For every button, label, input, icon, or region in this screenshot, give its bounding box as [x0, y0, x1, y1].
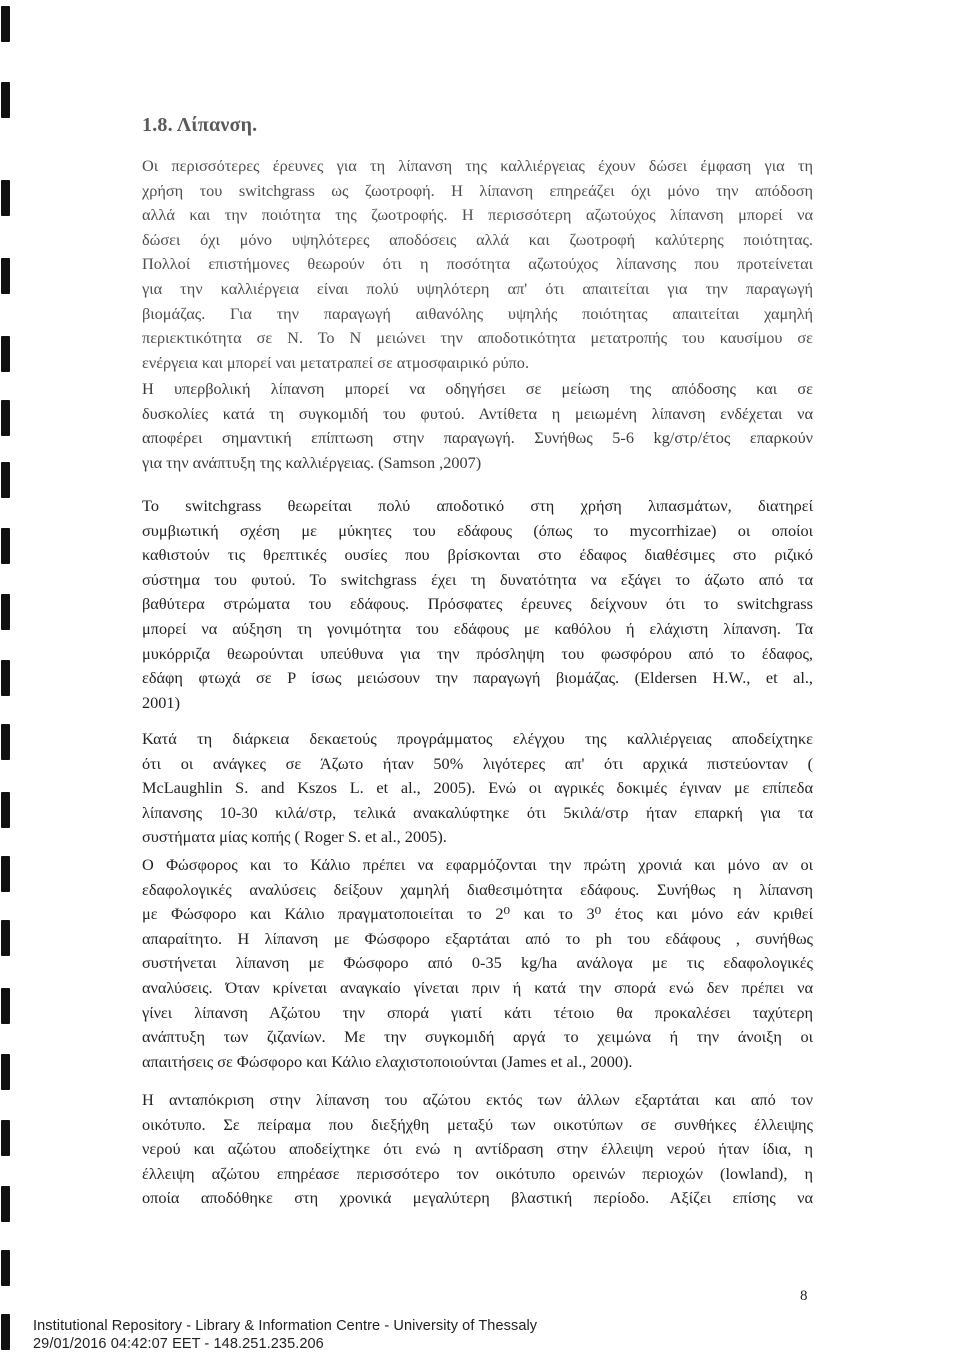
text-line: γίνει λίπανση Αζώτου την σπορά γιατί κάτι τέτοιο θα προκαλέσει ταχύτερη: [142, 1002, 813, 1022]
binding-mark: [1, 336, 10, 372]
text-line: μπορεί να αύξηση τη γονιμότητα του εδάφους με καθόλου ή ελάχιστη λίπανση. Τα: [142, 618, 813, 638]
text-line: περιεκτικότητα σε Ν. Το Ν μειώνει την αποδοτικότητα μετατροπής του καυσίμου σε: [142, 328, 813, 348]
page-number: 8: [800, 1288, 808, 1304]
binding-mark: [1, 856, 10, 892]
paragraph-5: [142, 853, 813, 1074]
text-line: χρήση του switchgrass ως ζωοτροφή. Η λίπανση επηρεάζει όχι μόνο την απόδοση: [142, 180, 813, 200]
download-timestamp-footer: 29/01/2016 04:42:07 EET - 148.251.235.206: [33, 1336, 324, 1352]
text-line: απαραίτητο. Η λίπανση με Φώσφορο εξαρτάται από το ph του εδάφους , συνήθως: [142, 928, 813, 948]
binding-mark: [1, 594, 10, 630]
paragraph-6: [142, 1088, 813, 1211]
binding-mark: [1, 258, 10, 294]
repository-footer: Institutional Repository - Library & Information Centre - University of Thessaly: [33, 1318, 538, 1334]
text-line: Ο Φώσφορος και το Κάλιο πρέπει να εφαρμόζονται την πρώτη χρονιά και μόνο αν οι: [142, 855, 813, 874]
binding-mark: [1, 988, 10, 1024]
text-line: McLaughlin S. and Kszos L. et al., 2005). Ενώ οι αγρικές δοκιμές έγιναν με επίπεδα: [142, 778, 813, 798]
binding-mark: [1, 1054, 10, 1090]
binding-mark: [1, 1314, 10, 1350]
binding-mark: [1, 792, 10, 828]
binding-mark: [1, 1186, 10, 1222]
text-line: δυσκολίες κατά τη συγκομιδή του φυτού. Αντίθετα η μειωμένη λίπανση ενδέχεται να: [142, 403, 813, 423]
binding-edge-marks: [0, 0, 30, 1363]
binding-mark: [1, 180, 10, 216]
text-line: οικότυπο. Σε πείραμα που διεξήχθη μεταξύ των οικοτύπων σε συνθήκες έλλειψης: [142, 1114, 813, 1134]
binding-mark: [1, 724, 10, 760]
text-line: συστήματα μίας κοπής ( Roger S. et al., 2005).: [142, 827, 447, 847]
paragraph-3: [142, 494, 813, 715]
text-line: αλλά και την ποιότητα της ζωοτροφής. Η περισσότερη αζωτούχος λίπανση μπορεί να: [142, 205, 813, 225]
binding-mark: [1, 528, 10, 564]
text-line: ότι οι ανάγκες σε Άζωτο ήταν 50% λιγότερες απ' ότι αρχικά πιστεύονταν (: [142, 753, 813, 773]
binding-mark: [1, 400, 10, 436]
text-line: αποφέρει σημαντική επίπτωση στην παραγωγή. Συνήθως 5-6 kg/στρ/έτος επαρκούν: [142, 428, 813, 448]
section-heading: 1.8. Λίπανση.: [142, 114, 258, 136]
text-line: οποία αποδόθηκε στη χρονικά μεγαλύτερη βλαστική περίοδο. Αξίζει επίσης να: [142, 1188, 813, 1208]
text-line: Το switchgrass θεωρείται πολύ αποδοτικό στη χρήση λιπασμάτων, διατηρεί: [142, 496, 813, 515]
text-line: σύστημα του φυτού. Το switchgrass έχει τη δυνατότητα να εξάγει το άζωτο από τα: [142, 569, 813, 589]
text-line: έλλειψη αζώτου επηρέασε περισσότερο τον οικότυπο ορεινών περιοχών (lowland), η: [142, 1163, 813, 1183]
text-line: με Φώσφορο και Κάλιο πραγματοποιείται το 2⁰ και το 3⁰ έτος και μόνο εάν κριθεί: [142, 904, 813, 924]
binding-mark: [1, 1250, 10, 1286]
text-line: αναλύσεις. Όταν κρίνεται αναγκαίο γίνεται πριν ή κατά την σπορά ενώ δεν πρέπει να: [142, 977, 813, 997]
binding-mark: [1, 82, 10, 118]
binding-mark: [1, 1120, 10, 1156]
text-line: Η ανταπόκριση στην λίπανση του αζώτου εκτός των άλλων εξαρτάται και από τον: [142, 1090, 813, 1109]
text-line: μυκόρριζα θεωρούνται υπεύθυνα για την πρόσληψη του φωσφόρου από το έδαφος,: [142, 643, 813, 663]
text-line: λίπανσης 10-30 κιλά/στρ, τελικά ανακαλύφτηκε ότι 5κιλά/στρ ήταν επαρκή για τα: [142, 802, 813, 822]
binding-mark: [1, 920, 10, 956]
text-line: καθιστούν τις θρεπτικές ουσίες που βρίσκονται στο έδαφος διαθέσιμες στο ριζικό: [142, 545, 813, 565]
binding-mark: [1, 660, 10, 696]
text-line: Κατά τη διάρκεια δεκαετούς προγράμματος ελέγχου της καλλιέργειας αποδείχτηκε: [142, 729, 813, 748]
text-line: εδάφη φτωχά σε P ίσως μειώσουν την παραγωγή βιομάζας. (Eldersen H.W., et al.,: [142, 668, 813, 688]
text-line: Πολλοί επιστήμονες θεωρούν ότι η ποσότητα αζωτούχος λίπανσης που προτείνεται: [142, 254, 813, 274]
text-line: ενέργεια και μπορεί ναι μετατραπεί σε ατμοσφαιρικό ρύπο.: [142, 352, 530, 372]
text-line: δώσει όχι μόνο υψηλότερες αποδόσεις αλλά και ζωοτροφή καλύτερης ποιότητας.: [142, 229, 813, 249]
text-line: νερού και αζώτου αποδείχτηκε ότι ενώ η αντίδραση στην έλλειψη νερού ήταν ίδια, η: [142, 1139, 813, 1159]
text-line: απαιτήσεις σε Φώσφορο και Κάλιο ελαχιστοποιούνται (James et al., 2000).: [142, 1051, 633, 1071]
paragraph-2: [142, 377, 813, 475]
text-line: ανάπτυξη των ζιζανίων. Με την συγκομιδή αργά το χειμώνα ή την άνοιξη οι: [142, 1027, 813, 1047]
text-line: 2001): [142, 692, 180, 712]
text-line: για την καλλιέργεια είναι πολύ υψηλότερη απ' ότι απαιτείται για την παραγωγή: [142, 278, 813, 298]
text-line: συμβιωτική σχέση με μύκητες του εδάφους (όπως το mycorrhizae) οι οποίοι: [142, 520, 813, 540]
binding-mark: [1, 6, 10, 42]
text-line: εδαφολογικές αναλύσεις δείξουν χαμηλή διαθεσιμότητα εδάφους. Συνήθως η λίπανση: [142, 879, 813, 899]
text-line: για την ανάπτυξη της καλλιέργειας. (Samson ,2007): [142, 452, 482, 472]
binding-mark: [1, 462, 10, 498]
paragraph-1: [142, 154, 813, 375]
text-line: βαθύτερα στρώματα του εδάφους. Πρόσφατες έρευνες δείχνουν ότι το switchgrass: [142, 594, 813, 614]
text-line: Η υπερβολική λίπανση μπορεί να οδηγήσει σε μείωση της απόδοσης και σε: [142, 379, 813, 398]
text-line: συστήνεται λίπανση με Φώσφορο από 0-35 kg/ha ανάλογα με τις εδαφολογικές: [142, 953, 813, 973]
text-line: βιομάζας. Για την παραγωγή αιθανόλης υψηλής ποιότητας απαιτείται χαμηλή: [142, 303, 813, 323]
paragraph-4: [142, 727, 813, 850]
text-line: Οι περισσότερες έρευνες για τη λίπανση της καλλιέργειας έχουν δώσει έμφαση για τη: [142, 156, 813, 175]
